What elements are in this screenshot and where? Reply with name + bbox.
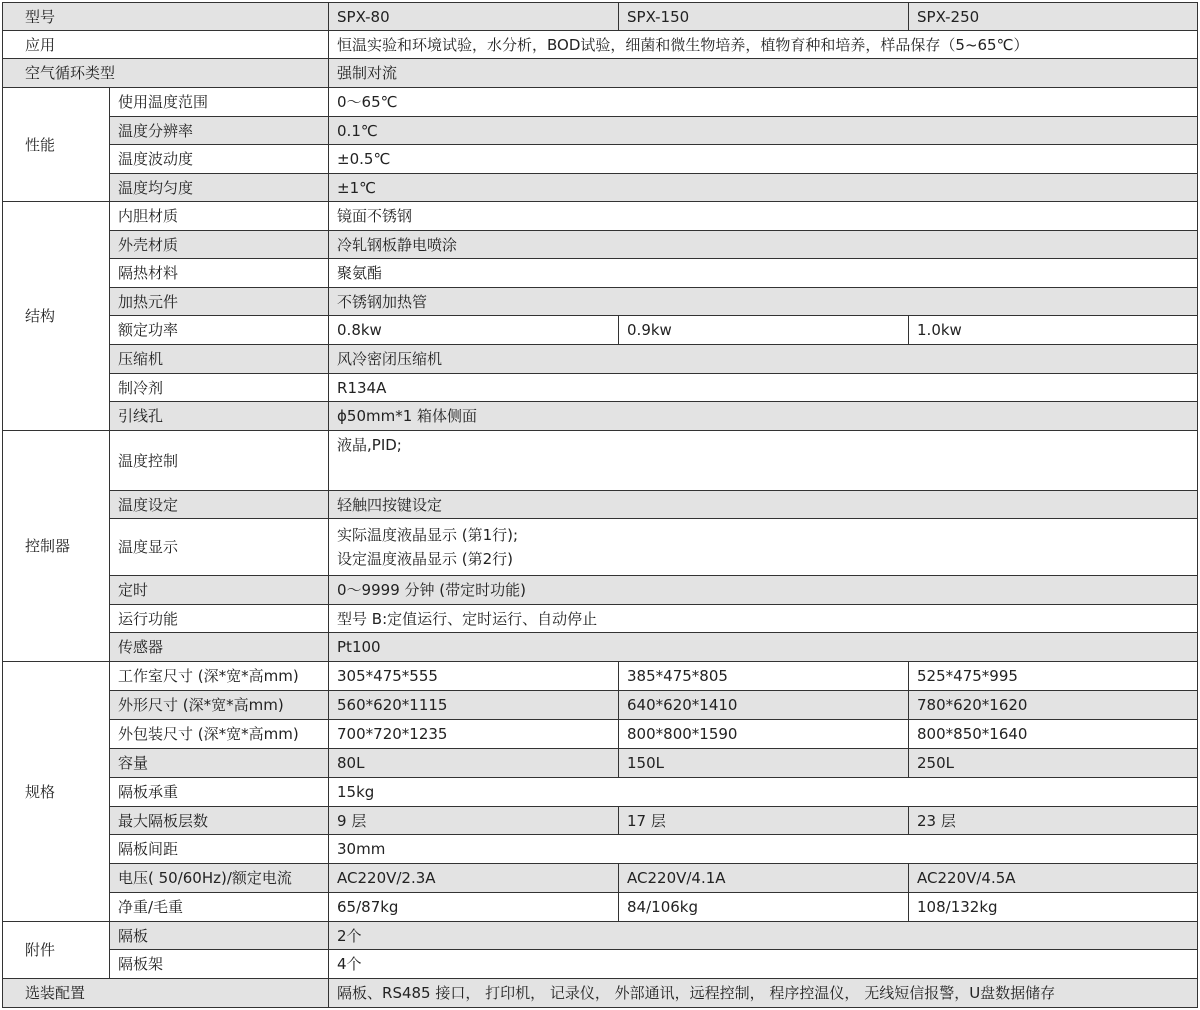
value-chamber-size-spx-80: 305*475*555 <box>329 662 619 691</box>
value-temp-control: 液晶,PID; <box>329 431 1198 491</box>
value-chamber-size-spx-150: 385*475*805 <box>619 662 909 691</box>
value-heating-element: 不锈钢加热管 <box>329 288 1198 316</box>
structure-row <box>3 231 1198 259</box>
optional-row <box>3 979 1198 1008</box>
spec-row <box>3 778 1198 807</box>
controller-group-label: 控制器 <box>3 431 110 662</box>
value-shelf-spacing: 30mm <box>329 835 1198 864</box>
specification-group-label: 规格 <box>3 662 110 922</box>
param-package-size: 外包装尺寸 (深*宽*高mm) <box>110 720 329 749</box>
spec-row <box>3 691 1198 720</box>
value-rated-power-spx-250: 1.0kw <box>909 316 1198 345</box>
controller-row <box>3 519 1198 576</box>
param-capacity: 容量 <box>110 749 329 778</box>
value-shell-material: 冷轧钢板静电喷涂 <box>329 231 1198 259</box>
spec-row <box>3 662 1198 691</box>
param-insulation: 隔热材料 <box>110 259 329 288</box>
value-temp-resolution: 0.1℃ <box>329 117 1198 145</box>
value-shelf-load: 15kg <box>329 778 1198 807</box>
value-voltage-current-spx-250: AC220V/4.5A <box>909 864 1198 893</box>
optional-config-value: 隔板、RS485 接口， 打印机， 记录仪， 外部通讯，远程控制， 程序控温仪， 无线短信报警，U盘数据储存 <box>329 979 1198 1008</box>
value-refrigerant: R134A <box>329 374 1198 402</box>
application-row <box>3 31 1198 59</box>
value-liner-material: 镜面不锈钢 <box>329 202 1198 231</box>
application-value: 恒温实验和环境试验，水分析，BOD试验，细菌和微生物培养，植物育种和培养，样品保存（5~65℃） <box>329 31 1198 59</box>
structure-row <box>3 402 1198 431</box>
spec-row <box>3 749 1198 778</box>
param-timer: 定时 <box>110 576 329 605</box>
value-temp-display <box>329 519 1198 576</box>
value-package-size-spx-150: 800*800*1590 <box>619 720 909 749</box>
value-shelf: 2个 <box>329 922 1198 950</box>
param-run-function: 运行功能 <box>110 605 329 633</box>
value-rated-power-spx-80: 0.8kw <box>329 316 619 345</box>
accessories-group-label: 附件 <box>3 922 110 979</box>
param-heating-element: 加热元件 <box>110 288 329 316</box>
param-compressor: 压缩机 <box>110 345 329 374</box>
value-capacity-spx-80: 80L <box>329 749 619 778</box>
value-package-size-spx-80: 700*720*1235 <box>329 720 619 749</box>
value-voltage-current-spx-80: AC220V/2.3A <box>329 864 619 893</box>
spec-row <box>3 893 1198 922</box>
param-temp-setting: 温度设定 <box>110 491 329 519</box>
param-cable-hole: 引线孔 <box>110 402 329 431</box>
value-outer-size-spx-150: 640*620*1410 <box>619 691 909 720</box>
value-compressor: 风冷密闭压缩机 <box>329 345 1198 374</box>
param-temp-range: 使用温度范围 <box>110 88 329 117</box>
air-circulation-label: 空气循环类型 <box>3 59 329 88</box>
spec-row <box>3 720 1198 749</box>
value-run-function: 型号 B:定值运行、定时运行、自动停止 <box>329 605 1198 633</box>
optional-config-label: 选装配置 <box>3 979 329 1008</box>
accessory-row <box>3 950 1198 979</box>
performance-row <box>3 174 1198 202</box>
air-circulation-row <box>3 59 1198 88</box>
value-cable-hole: ϕ50mm*1 箱体侧面 <box>329 402 1198 431</box>
value-max-shelves-spx-80: 9 层 <box>329 807 619 835</box>
value-timer: 0～9999 分钟 (带定时功能) <box>329 576 1198 605</box>
controller-row <box>3 633 1198 662</box>
param-temp-uniformity: 温度均匀度 <box>110 174 329 202</box>
param-shell-material: 外壳材质 <box>110 231 329 259</box>
param-shelf-spacing: 隔板间距 <box>110 835 329 864</box>
param-temp-control: 温度控制 <box>110 431 329 491</box>
spec-row <box>3 807 1198 835</box>
value-temp-range: 0～65℃ <box>329 88 1198 117</box>
model-label: 型号 <box>3 3 329 31</box>
model-spx-150: SPX-150 <box>619 3 909 31</box>
param-shelf: 隔板 <box>110 922 329 950</box>
spec-table <box>2 2 1198 1008</box>
value-weight-spx-80: 65/87kg <box>329 893 619 922</box>
spec-row <box>3 864 1198 893</box>
param-temp-fluctuation: 温度波动度 <box>110 145 329 174</box>
accessory-row <box>3 922 1198 950</box>
value-max-shelves-spx-250: 23 层 <box>909 807 1198 835</box>
value-chamber-size-spx-250: 525*475*995 <box>909 662 1198 691</box>
structure-row <box>3 202 1198 231</box>
application-label: 应用 <box>3 31 329 59</box>
param-voltage-current: 电压( 50/60Hz)/额定电流 <box>110 864 329 893</box>
model-spx-250: SPX-250 <box>909 3 1198 31</box>
param-outer-size: 外形尺寸 (深*宽*高mm) <box>110 691 329 720</box>
value-package-size-spx-250: 800*850*1640 <box>909 720 1198 749</box>
value-outer-size-spx-80: 560*620*1115 <box>329 691 619 720</box>
param-temp-display: 温度显示 <box>110 519 329 576</box>
controller-row <box>3 576 1198 605</box>
param-sensor: 传感器 <box>110 633 329 662</box>
param-temp-resolution: 温度分辨率 <box>110 117 329 145</box>
controller-row <box>3 431 1198 491</box>
performance-row <box>3 88 1198 117</box>
param-shelf-rack: 隔板架 <box>110 950 329 979</box>
value-temp-fluctuation: ±0.5℃ <box>329 145 1198 174</box>
value-sensor: Pt100 <box>329 633 1198 662</box>
value-max-shelves-spx-150: 17 层 <box>619 807 909 835</box>
controller-row <box>3 605 1198 633</box>
temp-display-line-1: 实际温度液晶显示 (第1行); <box>337 526 519 544</box>
param-refrigerant: 制冷剂 <box>110 374 329 402</box>
model-spx-80: SPX-80 <box>329 3 619 31</box>
structure-group-label: 结构 <box>3 202 110 431</box>
structure-row <box>3 345 1198 374</box>
spec-row <box>3 835 1198 864</box>
param-chamber-size: 工作室尺寸 (深*宽*高mm) <box>110 662 329 691</box>
value-temp-uniformity: ±1℃ <box>329 174 1198 202</box>
param-liner-material: 内胆材质 <box>110 202 329 231</box>
temp-display-line-2: 设定温度液晶显示 (第2行) <box>337 550 514 568</box>
structure-row <box>3 259 1198 288</box>
value-rated-power-spx-150: 0.9kw <box>619 316 909 345</box>
param-rated-power: 额定功率 <box>110 316 329 345</box>
value-insulation: 聚氨酯 <box>329 259 1198 288</box>
value-outer-size-spx-250: 780*620*1620 <box>909 691 1198 720</box>
value-capacity-spx-150: 150L <box>619 749 909 778</box>
param-weight: 净重/毛重 <box>110 893 329 922</box>
structure-row <box>3 316 1198 345</box>
performance-row <box>3 145 1198 174</box>
value-weight-spx-150: 84/106kg <box>619 893 909 922</box>
param-max-shelves: 最大隔板层数 <box>110 807 329 835</box>
value-capacity-spx-250: 250L <box>909 749 1198 778</box>
structure-row <box>3 288 1198 316</box>
value-temp-setting: 轻触四按键设定 <box>329 491 1198 519</box>
param-shelf-load: 隔板承重 <box>110 778 329 807</box>
value-weight-spx-250: 108/132kg <box>909 893 1198 922</box>
performance-row <box>3 117 1198 145</box>
value-shelf-rack: 4个 <box>329 950 1198 979</box>
structure-row <box>3 374 1198 402</box>
air-circulation-value: 强制对流 <box>329 59 1198 88</box>
value-voltage-current-spx-150: AC220V/4.1A <box>619 864 909 893</box>
controller-row <box>3 491 1198 519</box>
header-row <box>3 3 1198 31</box>
performance-group-label: 性能 <box>3 88 110 202</box>
